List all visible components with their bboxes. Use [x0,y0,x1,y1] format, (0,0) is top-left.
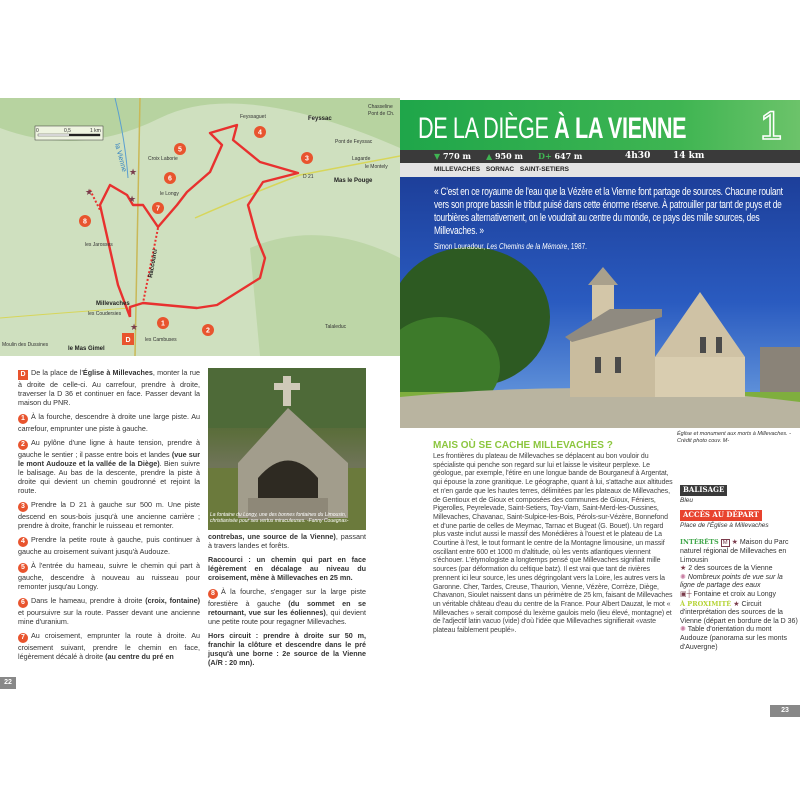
svg-text:★: ★ [128,194,137,204]
waypoint-marker-2 [202,324,214,336]
map-label: Moulin des Dussines [2,342,49,348]
step-text: . Bien suivre le balisage. Au bas de la descente, prendre la piste à droite qui devient un chemin goudronné et rejoint la route. [18,459,200,495]
map-label: Feyssac [308,116,332,122]
svg-text:3: 3 [305,155,309,163]
map-label: les Cambuses [145,337,177,343]
step-text: À l'entrée du hameau, suivre le chemin qui part à gauche, descendre à nouveau au ruisseau pour remonter jusqu'au Longy. [18,561,200,591]
map-label: Raccourci [148,248,160,279]
svg-text:6: 6 [168,175,172,183]
step-4 [18,535,200,556]
svg-text:1: 1 [161,320,165,328]
step-text: De la place de l' [31,368,83,377]
route-number: 1 [760,104,783,148]
interet-item: Fontaine et croix au Longy [693,590,777,598]
title-light: DE LA DIÈGE [418,112,555,145]
viewpoint-icon: ✺ [680,626,686,634]
step-text: , qui devient une petite route pour regagner Millevaches. [208,608,366,626]
fountain-photo-caption: La fontaine du Longy, une des bonnes fontaines du Limousin, christianisée pour ses vertus miraculeuses. -Fanny Couegnas- [210,512,349,524]
quote-text: « C'est en ce royaume de l'eau que la Vézère et la Vienne font partage de sources. Chacune roulant vers son propre bassin le tribut puisé dans cette énorme réserve. À patrouiller par tant de puys et de tourbières alternativement, on le voudrait au centre du monde, ce pays des mille sources, des Millevaches. » [434,186,783,237]
quote-year: , 1987. [567,241,587,251]
scale-label: 1 km [90,128,101,134]
map-label: D 21 [303,174,314,180]
step-number-badge: 7 [18,633,28,643]
shortcut-text: Raccourci : un chemin qui part en face légèrement en décalage au niveau du croisement, mène à Millevaches en 25 mn. [208,555,366,582]
distance: 14 km [673,151,705,161]
min-altitude-icon: ▼ [434,151,441,161]
proximite-item: Table d'orientation du mont Audouze (panorama sur les monts d'Auvergne) [680,626,787,651]
fountain-photo [208,368,366,530]
step-6 [18,596,200,626]
map-label: les Coudersies [88,311,122,317]
svg-text:7: 7 [156,205,160,213]
map-label: Millevaches [96,301,130,307]
map-label: Lagarde [352,156,371,162]
waypoint-marker-8 [79,215,91,227]
interet-item: 2 des sources de la Vienne [688,565,773,573]
balisage-value: Bleu [680,496,694,504]
max-altitude-icon: ▲ [486,151,493,161]
step-8 [208,587,366,626]
shortcut-note [208,555,366,582]
map-label: Mas le Pouge [334,178,373,184]
route-title [418,112,686,146]
step-text: À la fourche, s'engager sur la large piste forestière à gauche [208,587,366,608]
article-body: Les frontières du plateau de Millevaches se déplacent au bon vouloir du spécialiste qui penche son regard sur lui et laisse le visiteur perplexe. Le géologue, par exemple, l'étire en une longue bande de Bourganeuf à Argentat, qui épouse la zone granitique. Le géographe, quant à lui, s'attache aux altitudes et n'en garde que les hautes terres, délimitées par les plateaux de Millevaches, de Gentioux et de Gioux et composées des communes de Gioux, Féniers, Pigerolles, Peyrelevade, Saint-Setiers, Toy-Viam, Saint-Merd-les-Oussines, Millevaches, Chavanac, Saint-Sulpice-les-Bois, Pérols-sur-Vézère, Bonnefond et d'une partie de celles de Meymac, Tarnac et Bugeat (G. Bouet). Un regard plus vaste inclut aussi le massif des Monédières à l'ouest et le plateau de La Courtine à l'est, le tout formant le centre de la Montagne limousine, un massif oscillant entre 600 et 1000 m d'altitude, où les vents atlantiques viennent s'échouer. L'étymologiste a longtemps pensé que Millevaches signifiait mille sources (par déformation du celtique batz). Il est vrai que tant de rivières prennent ici leur source, les unes dégringolant vers la Loire, les autres vers la Garonne. Cher, Tardes, Creuse, Thaurion, Vienne, Vézère, Corrèze, Diège, Chavanon, Sioulet naissent dans un périmètre de 25 km, faisant de Millevaches un véritable château d'eau du centre de la France. Pour Albert Dauzat, le mot « Millevaches » serait composé du lexème gaulois melo (lieu élevé, montagne) et de l'adjectif latin vacuo (vide) d'où l'idée que Millevaches signifierait «vaste plateau faiblement peuplé». [433,453,673,635]
step-text: À la fourche, descendre à droite une large piste. Au carrefour, emprunter une piste à gauche. [18,412,200,433]
elevation-gain-icon: D+ [538,151,552,161]
interet-item: Nombreux points de vue sur la ligne de partage des eaux [680,573,783,590]
step-number-badge: 2 [18,440,28,450]
step-text: et poursuivre sur la route. Passer devant une ancienne mine d'uranium. [18,608,200,626]
step-D [18,368,200,407]
step-bold: (croix, fontaine) [145,596,200,605]
quote-source [434,241,795,251]
article-heading: MAIS OÙ SE CACHE MILLEVACHES ? [433,440,613,451]
article [433,440,673,636]
step-3 [18,500,200,530]
map-label: Pont de Ch. [368,111,395,117]
svg-text:4: 4 [258,129,262,137]
step-text: , monter la rue à droite de celle-ci. Au carrefour, prendre à droite, traverser la D 36 et continuer en face. Passer devant la maison du PNR. [18,368,200,407]
scale-label: 0 [36,128,39,134]
min-altitude: 770 m [442,151,471,161]
step-number-badge: D [18,370,28,380]
interets-label: INTÉRÊTS [680,538,719,547]
step-number-badge: 6 [18,598,28,608]
viewpoint-icon: ✺ [680,573,686,581]
map-label: Feyssaguet [240,114,266,120]
route-map [0,98,400,356]
fountain-icon: ▣ [680,590,687,598]
proximite-item: Circuit d'interprétation des sources de la Vienne (départ en bordure de la D 36) [680,600,798,625]
waypoint-marker-3 [301,152,313,164]
waypoint-marker-7 [152,202,164,214]
step-text: Dans le hameau, prendre à droite [31,596,146,605]
quote-work: Les Chemins de la Mémoire [486,241,568,251]
church-photo-caption: Église et monument aux morts à Millevaches. -Crédit photo couv. M- [677,431,792,444]
step-bold: Église à Millevaches [82,368,153,377]
map-label: la Vienne [113,142,128,173]
map-label: le Longy [160,191,179,197]
waypoint-marker-1 [157,317,169,329]
step-text: Au croisement, emprunter la route à droite. Au croisement suivant, prendre le chemin en face, légèrement décalé à droite [18,631,200,661]
step-2 [18,438,200,495]
page-number-right: 23 [770,705,800,717]
proximite-label: À PROXIMITÉ [680,599,732,608]
off-route-note [208,631,366,667]
quote-block [434,186,795,251]
step-text: Au pylône d'une ligne à haute tension, prendre à gauche le sentier ; il passe entre bois et landes [18,438,200,459]
step-1 [18,412,200,433]
acces-value: Place de l'Église à Millevaches [680,521,769,529]
scale-label: 0,5 [64,128,71,134]
map-label: Chasseline [368,104,393,110]
star-icon: ★ [731,539,738,547]
step-bold: (vue sur le mont Audouze et la vallée de la Diège) [18,450,200,468]
svg-text:2: 2 [206,327,210,335]
step-number-badge: 4 [18,537,28,547]
svg-text:D: D [125,337,131,344]
step-text: Prendre la D 21 à gauche sur 500 m. Une piste descend en sous-bois jusqu'à une ancienne carrière ; prendre à droite, franchir le ruisseau et remonter. [18,500,200,530]
cross-icon: ┼ [686,590,692,598]
step-number-badge: 3 [18,502,28,512]
route-stats-bar [400,150,800,163]
duration: 4h30 [625,151,651,161]
waypoint-marker-5 [174,143,186,155]
svg-text:★: ★ [129,167,138,177]
map-label: Talaleduc [325,324,347,330]
step-bold: (du sommet en se retournant, vue sur les éoliennes) [208,599,367,617]
svg-text:★: ★ [130,322,139,332]
off-route-text: Hors circuit : prendre à droite sur 50 m, franchir la clôture et descendre dans le pré jusqu'à une borne : 2e source de la Vienne (A/R : 20 mn). [208,631,366,667]
balisage-label: BALISAGE [680,485,727,496]
step-7 [18,631,200,661]
waypoint-marker-4 [254,126,266,138]
step-text: , passant à travers landes et forêts. [208,532,366,550]
step-text: Prendre la petite route à gauche, puis continuer à gauche au croisement suivant jusqu'à Audouze. [18,535,200,556]
page-number-left: 22 [0,677,16,689]
step-number-badge: 1 [18,414,28,424]
map-label: Croix Laborie [148,156,178,162]
map-label: le Mas Gimel [68,346,105,352]
step-5 [18,561,200,591]
svg-text:★: ★ [85,187,94,197]
step-bold: (au centre du pré en [105,652,174,661]
elevation-gain: 647 m [554,151,583,161]
quote-author: Simon Louradour, [434,241,487,251]
start-marker [122,333,134,345]
step-7-continued [208,532,366,550]
map-label: Pont de Feyssac [335,139,373,145]
map-label: les Jarosses [85,242,113,248]
max-altitude: 950 m [494,151,523,161]
interet-item: Maison du Parc naturel régional de Millevaches en Limousin [680,539,789,564]
step-number-badge: 5 [18,563,28,573]
museum-icon: M [722,540,728,547]
map-label: le Montely [365,164,388,170]
step-bold: contrebas, une source de la Vienne) [208,532,336,541]
svg-text:5: 5 [178,146,182,154]
step-number-badge: 8 [208,589,218,599]
acces-label: ACCÈS AU DÉPART [680,510,762,521]
directions-column-continued [208,532,366,672]
star-icon: ★ [733,600,740,608]
info-sidebar [680,485,798,652]
title-bold: À LA VIENNE [554,112,687,145]
directions-column [18,368,200,666]
svg-text:8: 8 [83,218,87,226]
star-icon: ★ [680,565,687,573]
waypoint-marker-6 [164,172,176,184]
towns-list: MILLEVACHES SORNAC SAINT-SETIERS [400,163,800,177]
